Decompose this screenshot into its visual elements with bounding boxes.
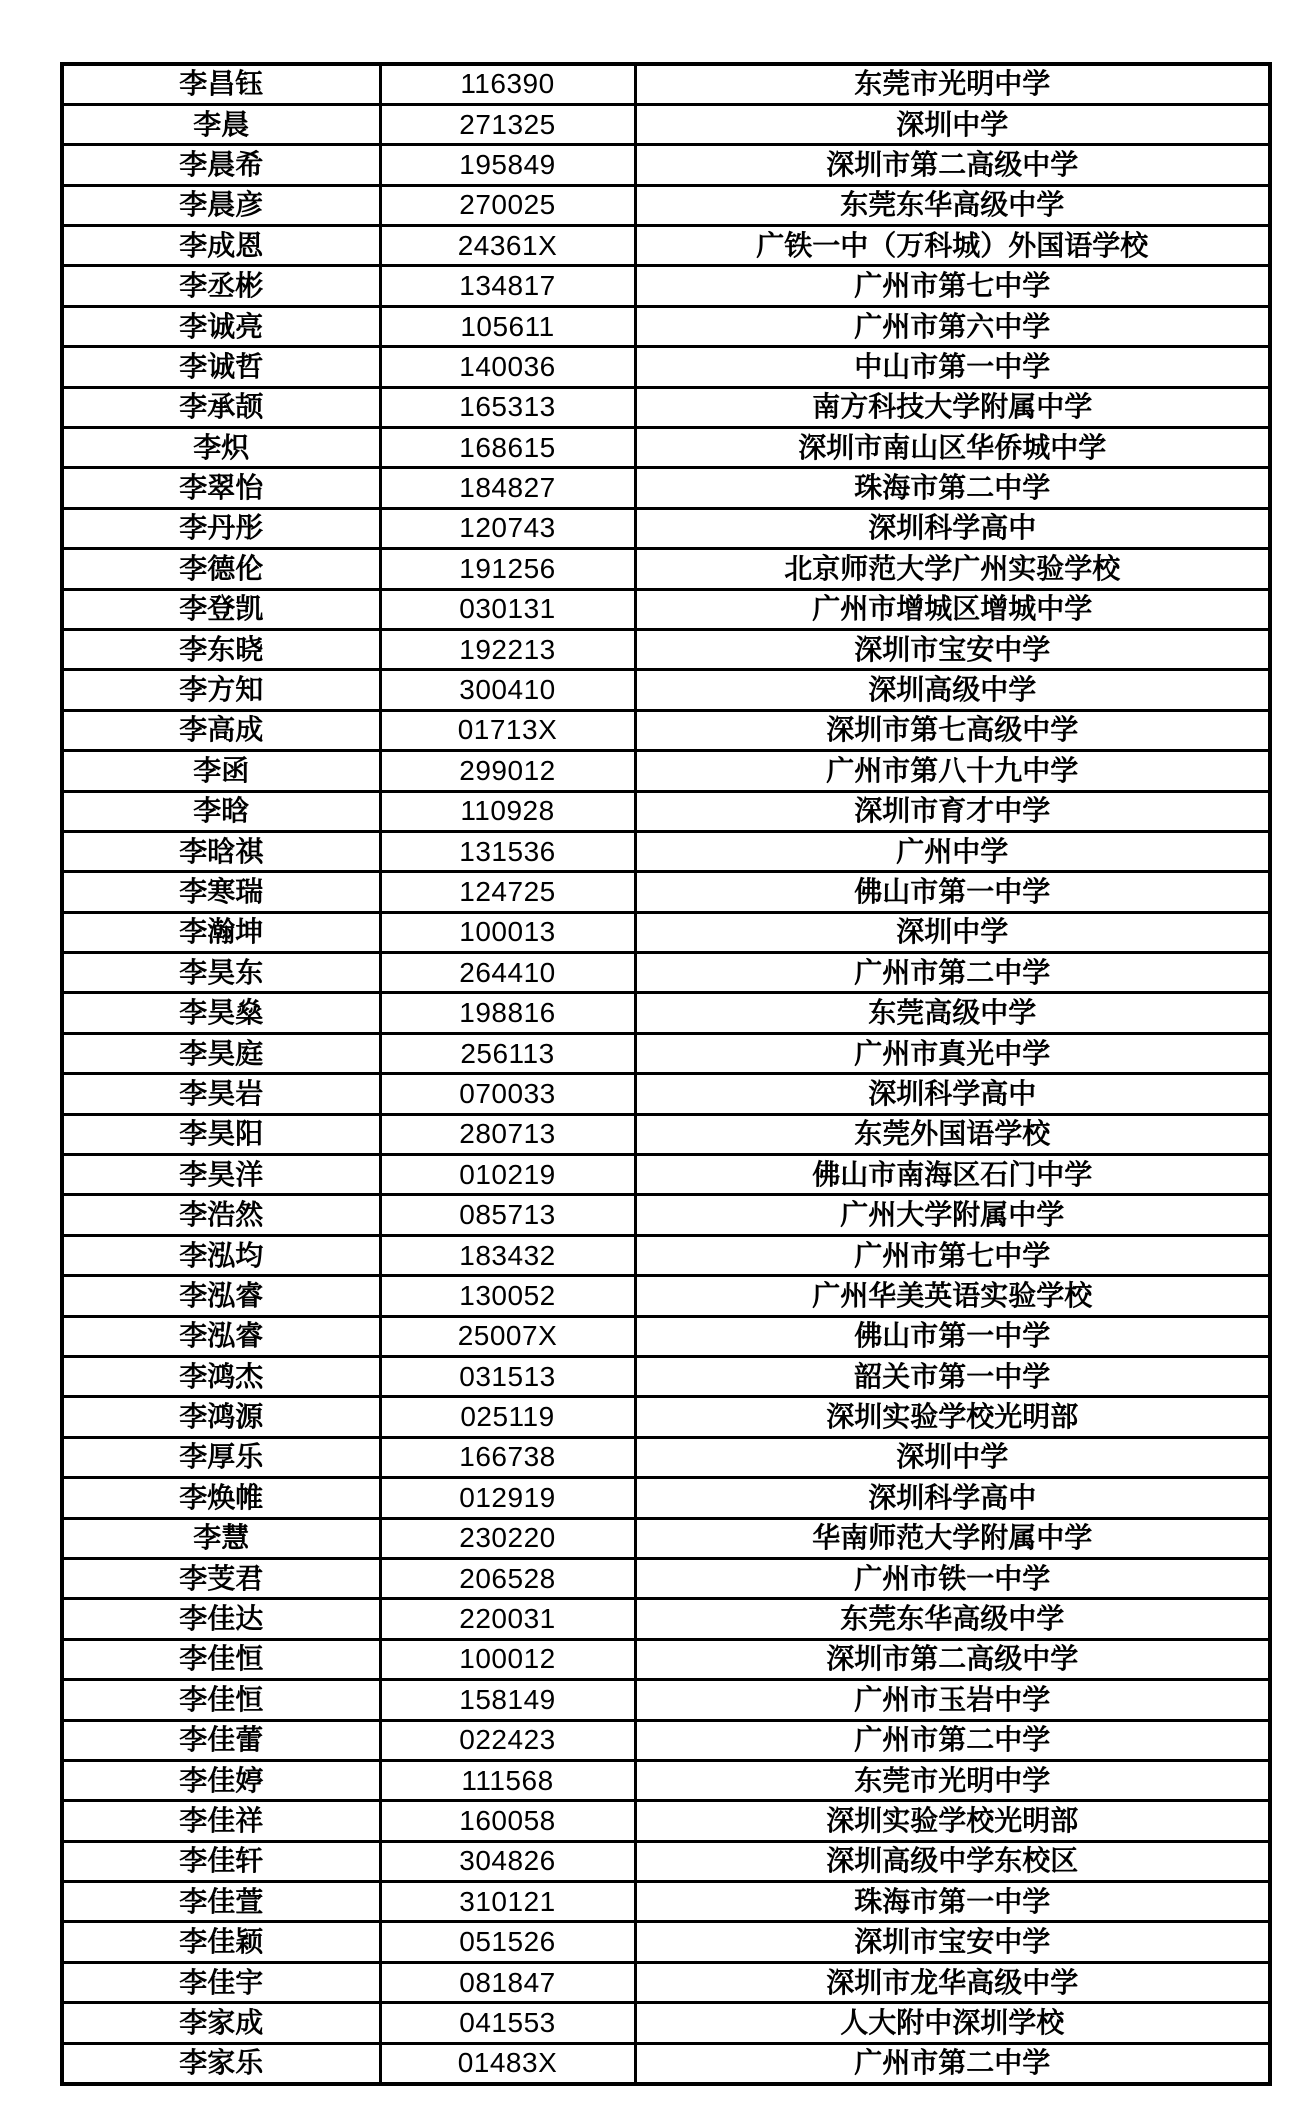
- id-cell: 280713: [380, 1114, 635, 1154]
- table-row: [62, 1882, 1270, 1922]
- name-cell: 李泓均: [62, 1235, 380, 1275]
- name-cell: 李诚亮: [62, 306, 380, 346]
- table-row: [62, 1680, 1270, 1720]
- id-cell: 140036: [380, 347, 635, 387]
- table-row: [62, 670, 1270, 710]
- id-cell: 183432: [380, 1235, 635, 1275]
- school-cell: 深圳科学高中: [635, 508, 1270, 548]
- table-row: [62, 1558, 1270, 1598]
- id-cell: 168615: [380, 428, 635, 468]
- table-row: [62, 2003, 1270, 2043]
- school-cell: 深圳市龙华高级中学: [635, 1962, 1270, 2002]
- name-cell: 李昊燊: [62, 993, 380, 1033]
- id-cell: 24361X: [380, 226, 635, 266]
- school-cell: 深圳市南山区华侨城中学: [635, 428, 1270, 468]
- name-cell: 李登凯: [62, 589, 380, 629]
- id-cell: 304826: [380, 1841, 635, 1881]
- name-cell: 李佳祥: [62, 1801, 380, 1841]
- table-row: [62, 508, 1270, 548]
- school-cell: 东莞高级中学: [635, 993, 1270, 1033]
- id-cell: 012919: [380, 1478, 635, 1518]
- table-row: [62, 993, 1270, 1033]
- table-row: [62, 1397, 1270, 1437]
- table-row: [62, 145, 1270, 185]
- school-cell: 广州华美英语实验学校: [635, 1276, 1270, 1316]
- school-cell: 深圳科学高中: [635, 1478, 1270, 1518]
- school-cell: 广州市铁一中学: [635, 1558, 1270, 1598]
- name-cell: 李瀚坤: [62, 912, 380, 952]
- table-row: [62, 1235, 1270, 1275]
- name-cell: 李佳达: [62, 1599, 380, 1639]
- table-row: [62, 1801, 1270, 1841]
- id-cell: 192213: [380, 629, 635, 669]
- table-row: [62, 791, 1270, 831]
- school-cell: 珠海市第一中学: [635, 1882, 1270, 1922]
- table-row: [62, 1922, 1270, 1962]
- table-row: [62, 1841, 1270, 1881]
- id-cell: 220031: [380, 1599, 635, 1639]
- school-cell: 韶关市第一中学: [635, 1357, 1270, 1397]
- table-row: [62, 347, 1270, 387]
- id-cell: 041553: [380, 2003, 635, 2043]
- table-row: [62, 1478, 1270, 1518]
- name-cell: 李昊阳: [62, 1114, 380, 1154]
- id-cell: 198816: [380, 993, 635, 1033]
- school-cell: 深圳高级中学: [635, 670, 1270, 710]
- school-cell: 深圳市宝安中学: [635, 1922, 1270, 1962]
- table-row: [62, 1074, 1270, 1114]
- school-cell: 深圳实验学校光明部: [635, 1397, 1270, 1437]
- id-cell: 124725: [380, 872, 635, 912]
- id-cell: 051526: [380, 1922, 635, 1962]
- school-cell: 人大附中深圳学校: [635, 2003, 1270, 2043]
- name-cell: 李翠怡: [62, 468, 380, 508]
- name-cell: 李方知: [62, 670, 380, 710]
- name-cell: 李鸿源: [62, 1397, 380, 1437]
- school-cell: 深圳市第二高级中学: [635, 1639, 1270, 1679]
- id-cell: 160058: [380, 1801, 635, 1841]
- name-cell: 李浩然: [62, 1195, 380, 1235]
- school-cell: 深圳市育才中学: [635, 791, 1270, 831]
- id-cell: 01713X: [380, 710, 635, 750]
- table-row: [62, 1599, 1270, 1639]
- school-cell: 深圳中学: [635, 104, 1270, 144]
- table-row: [62, 1962, 1270, 2002]
- table-row: [62, 1518, 1270, 1558]
- table-row: [62, 831, 1270, 871]
- table-row: [62, 185, 1270, 225]
- id-cell: 271325: [380, 104, 635, 144]
- table-row: [62, 1155, 1270, 1195]
- school-cell: 深圳科学高中: [635, 1074, 1270, 1114]
- name-cell: 李晗: [62, 791, 380, 831]
- school-cell: 广州市第七中学: [635, 266, 1270, 306]
- school-cell: 东莞东华高级中学: [635, 1599, 1270, 1639]
- name-cell: 李佳萱: [62, 1882, 380, 1922]
- name-cell: 李晗祺: [62, 831, 380, 871]
- school-cell: 中山市第一中学: [635, 347, 1270, 387]
- name-cell: 李高成: [62, 710, 380, 750]
- school-cell: 东莞市光明中学: [635, 1760, 1270, 1800]
- table-row: [62, 266, 1270, 306]
- school-cell: 广州市增城区增城中学: [635, 589, 1270, 629]
- id-cell: 085713: [380, 1195, 635, 1235]
- id-cell: 264410: [380, 953, 635, 993]
- name-cell: 李佳颖: [62, 1922, 380, 1962]
- name-cell: 李寒瑞: [62, 872, 380, 912]
- roster-table-body: [62, 64, 1270, 2084]
- school-cell: 佛山市南海区石门中学: [635, 1155, 1270, 1195]
- school-cell: 广铁一中（万科城）外国语学校: [635, 226, 1270, 266]
- school-cell: 深圳市第七高级中学: [635, 710, 1270, 750]
- table-row: [62, 64, 1270, 104]
- name-cell: 李丹彤: [62, 508, 380, 548]
- name-cell: 李昌钰: [62, 64, 380, 104]
- name-cell: 李炽: [62, 428, 380, 468]
- name-cell: 李佳恒: [62, 1639, 380, 1679]
- name-cell: 李诚哲: [62, 347, 380, 387]
- table-row: [62, 104, 1270, 144]
- id-cell: 25007X: [380, 1316, 635, 1356]
- id-cell: 100012: [380, 1639, 635, 1679]
- school-cell: 南方科技大学附属中学: [635, 387, 1270, 427]
- table-row: [62, 2043, 1270, 2083]
- id-cell: 195849: [380, 145, 635, 185]
- name-cell: 李晨希: [62, 145, 380, 185]
- name-cell: 李佳蕾: [62, 1720, 380, 1760]
- id-cell: 206528: [380, 1558, 635, 1598]
- name-cell: 李芰君: [62, 1558, 380, 1598]
- name-cell: 李家成: [62, 2003, 380, 2043]
- id-cell: 165313: [380, 387, 635, 427]
- id-cell: 01483X: [380, 2043, 635, 2083]
- school-cell: 珠海市第二中学: [635, 468, 1270, 508]
- school-cell: 深圳中学: [635, 912, 1270, 952]
- table-row: [62, 1357, 1270, 1397]
- school-cell: 东莞市光明中学: [635, 64, 1270, 104]
- table-row: [62, 1276, 1270, 1316]
- name-cell: 李佳婷: [62, 1760, 380, 1800]
- id-cell: 300410: [380, 670, 635, 710]
- school-cell: 广州市第二中学: [635, 2043, 1270, 2083]
- table-row: [62, 1437, 1270, 1477]
- school-cell: 深圳实验学校光明部: [635, 1801, 1270, 1841]
- id-cell: 111568: [380, 1760, 635, 1800]
- id-cell: 116390: [380, 64, 635, 104]
- id-cell: 105611: [380, 306, 635, 346]
- name-cell: 李佳轩: [62, 1841, 380, 1881]
- id-cell: 166738: [380, 1437, 635, 1477]
- table-row: [62, 1033, 1270, 1073]
- table-row: [62, 872, 1270, 912]
- id-cell: 120743: [380, 508, 635, 548]
- school-cell: 佛山市第一中学: [635, 872, 1270, 912]
- school-cell: 佛山市第一中学: [635, 1316, 1270, 1356]
- table-row: [62, 953, 1270, 993]
- id-cell: 010219: [380, 1155, 635, 1195]
- table-row: [62, 1316, 1270, 1356]
- table-row: [62, 1195, 1270, 1235]
- table-row: [62, 751, 1270, 791]
- id-cell: 031513: [380, 1357, 635, 1397]
- id-cell: 184827: [380, 468, 635, 508]
- school-cell: 广州大学附属中学: [635, 1195, 1270, 1235]
- school-cell: 广州市第二中学: [635, 1720, 1270, 1760]
- name-cell: 李泓睿: [62, 1316, 380, 1356]
- name-cell: 李慧: [62, 1518, 380, 1558]
- name-cell: 李泓睿: [62, 1276, 380, 1316]
- table-row: [62, 428, 1270, 468]
- name-cell: 李昊岩: [62, 1074, 380, 1114]
- school-cell: 广州市真光中学: [635, 1033, 1270, 1073]
- name-cell: 李德伦: [62, 549, 380, 589]
- name-cell: 李家乐: [62, 2043, 380, 2083]
- school-cell: 广州市第二中学: [635, 953, 1270, 993]
- id-cell: 131536: [380, 831, 635, 871]
- table-row: [62, 1760, 1270, 1800]
- school-cell: 东莞外国语学校: [635, 1114, 1270, 1154]
- name-cell: 李昊庭: [62, 1033, 380, 1073]
- id-cell: 299012: [380, 751, 635, 791]
- school-cell: 深圳市宝安中学: [635, 629, 1270, 669]
- table-row: [62, 306, 1270, 346]
- name-cell: 李佳宇: [62, 1962, 380, 2002]
- id-cell: 256113: [380, 1033, 635, 1073]
- school-cell: 广州中学: [635, 831, 1270, 871]
- name-cell: 李晨彦: [62, 185, 380, 225]
- name-cell: 李昊洋: [62, 1155, 380, 1195]
- table-row: [62, 549, 1270, 589]
- id-cell: 100013: [380, 912, 635, 952]
- table-row: [62, 387, 1270, 427]
- name-cell: 李佳恒: [62, 1680, 380, 1720]
- table-row: [62, 710, 1270, 750]
- table-row: [62, 468, 1270, 508]
- school-cell: 广州市第七中学: [635, 1235, 1270, 1275]
- table-row: [62, 1114, 1270, 1154]
- name-cell: 李晨: [62, 104, 380, 144]
- name-cell: 李焕帷: [62, 1478, 380, 1518]
- name-cell: 李承颉: [62, 387, 380, 427]
- roster-table: [60, 62, 1272, 2086]
- id-cell: 158149: [380, 1680, 635, 1720]
- school-cell: 北京师范大学广州实验学校: [635, 549, 1270, 589]
- id-cell: 022423: [380, 1720, 635, 1760]
- id-cell: 081847: [380, 1962, 635, 2002]
- id-cell: 030131: [380, 589, 635, 629]
- table-row: [62, 629, 1270, 669]
- name-cell: 李厚乐: [62, 1437, 380, 1477]
- name-cell: 李昊东: [62, 953, 380, 993]
- school-cell: 深圳高级中学东校区: [635, 1841, 1270, 1881]
- name-cell: 李成恩: [62, 226, 380, 266]
- id-cell: 110928: [380, 791, 635, 831]
- name-cell: 李东晓: [62, 629, 380, 669]
- name-cell: 李丞彬: [62, 266, 380, 306]
- id-cell: 134817: [380, 266, 635, 306]
- table-row: [62, 1720, 1270, 1760]
- id-cell: 025119: [380, 1397, 635, 1437]
- school-cell: 广州市第八十九中学: [635, 751, 1270, 791]
- school-cell: 深圳中学: [635, 1437, 1270, 1477]
- id-cell: 130052: [380, 1276, 635, 1316]
- table-row: [62, 1639, 1270, 1679]
- id-cell: 270025: [380, 185, 635, 225]
- id-cell: 191256: [380, 549, 635, 589]
- school-cell: 广州市第六中学: [635, 306, 1270, 346]
- id-cell: 070033: [380, 1074, 635, 1114]
- school-cell: 华南师范大学附属中学: [635, 1518, 1270, 1558]
- table-row: [62, 912, 1270, 952]
- table-row: [62, 226, 1270, 266]
- school-cell: 广州市玉岩中学: [635, 1680, 1270, 1720]
- school-cell: 深圳市第二高级中学: [635, 145, 1270, 185]
- table-row: [62, 589, 1270, 629]
- id-cell: 230220: [380, 1518, 635, 1558]
- name-cell: 李鸿杰: [62, 1357, 380, 1397]
- school-cell: 东莞东华高级中学: [635, 185, 1270, 225]
- id-cell: 310121: [380, 1882, 635, 1922]
- name-cell: 李函: [62, 751, 380, 791]
